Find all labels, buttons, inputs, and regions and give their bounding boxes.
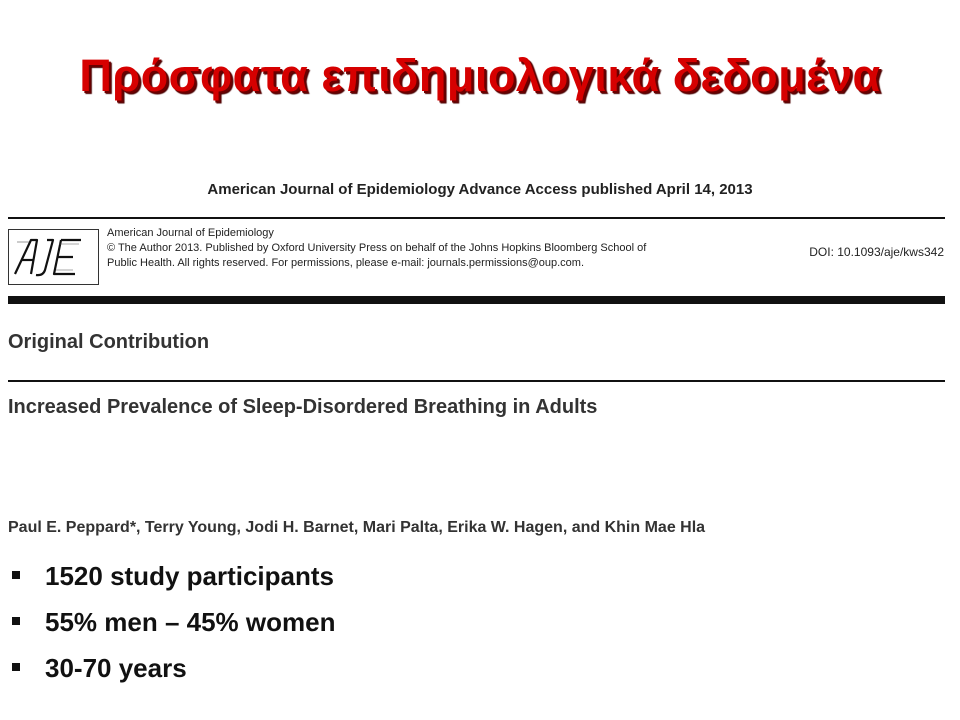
bullet-text: 55% men – 45% women (45, 607, 336, 637)
doi: DOI: 10.1093/aje/kws342 (809, 245, 944, 259)
bullet-text: 30-70 years (45, 653, 187, 683)
journal-header: American Journal of Epidemiology Advance Access published April 14, 2013 (207, 181, 753, 198)
header-divider (8, 217, 945, 219)
article-title: Increased Prevalence of Sleep-Disordered Breathing in Adults (8, 396, 598, 418)
publisher-line: Public Health. All rights reserved. For permissions, please e-mail: journals.permissions@oup.com. (107, 257, 585, 269)
aje-logo-icon (9, 230, 98, 284)
square-bullet-icon (12, 617, 20, 625)
section-divider (8, 380, 945, 382)
author-list: Paul E. Peppard*, Terry Young, Jodi H. Barnet, Mari Palta, Erika W. Hagen, and Khin Mae Hla (8, 519, 706, 536)
square-bullet-icon (12, 571, 20, 579)
publisher-info (107, 226, 646, 271)
thick-divider (8, 296, 945, 304)
square-bullet-icon (12, 663, 20, 671)
slide-title: Πρόσφατα επιδημιολογικά δεδομένα (79, 50, 881, 101)
bullet-text: 1520 study participants (45, 561, 334, 591)
publisher-line: American Journal of Epidemiology (107, 227, 274, 239)
section-label: Original Contribution (8, 331, 210, 353)
aje-logo (8, 229, 99, 285)
publisher-line: © The Author 2013. Published by Oxford University Press on behalf of the Johns Hopkins Bloomberg School of (107, 242, 647, 254)
